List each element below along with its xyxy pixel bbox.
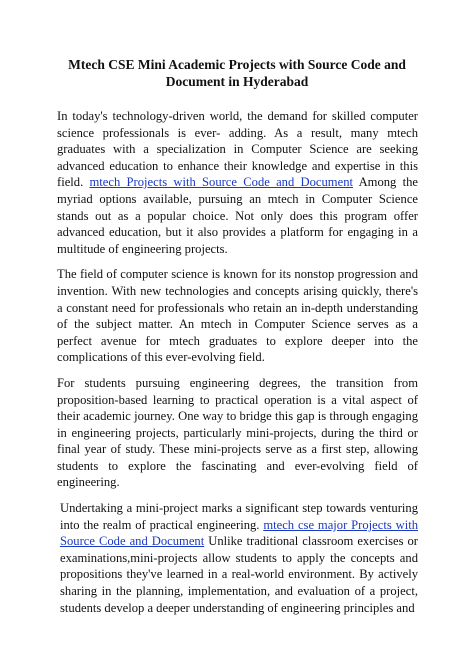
paragraph-1-text-end: Among the myriad options available, pursuing an mtech in Computer Science stands out as a popular choice. Not only does this program offer advanced education, but it also provides a platform for engaging in a multitude of engineering projects. [57,175,418,256]
paragraph-4-text-end: Unlike traditional classroom exercises or examinations,mini-projects allow students to apply the concepts and propositions they've learned in a real-world environment. By actively sharing in the planning, implementation, and evaluation of a project, students develop a deeper understanding of engineering principles and [60,534,418,615]
mtech-cse-major-projects-link[interactable]: mtech cse major Projects with Source Code and Document [60,517,418,549]
paragraph-4-text-start: Undertaking a mini-project marks a significant step towards venturing into the realm of practical engineering. [60,501,418,532]
document-title: Mtech CSE Mini Academic Projects with Source Code and Document in Hyderabad [68,57,406,89]
paragraph-4 [57,500,418,616]
paragraph-1 [57,108,418,257]
mtech-projects-link[interactable]: mtech Projects with Source Code and Document [89,175,353,190]
paragraph-1-text-start: In today's technology-driven world, the demand for skilled computer science professionals is ever- adding. As a result, many mtech graduates with a specialization in Computer Science are seeking advanced education to enhance their knowledge and expertise in this field. [57,109,418,190]
paragraph-2: The field of computer science is known for its nonstop progression and invention. With new technologies and concepts arising quickly, there's a constant need for professionals who retain an in-depth understanding of the subject matter. An mtech in Computer Science serves as a perfect avenue for mtech graduates to explore deeper into the complications of this ever-evolving field. [57,267,418,365]
paragraph-3: For students pursuing engineering degrees, the transition from proposition-based learning to practical operation is a vital aspect of their academic journey. One way to bridge this gap is through engaging in engineering projects, particularly mini-projects, during the third or final year of study. These mini-projects serve as a first step, allowing students to explore the fascinating and ever-evolving field of engineering. [57,375,418,490]
document-body [57,108,418,625]
